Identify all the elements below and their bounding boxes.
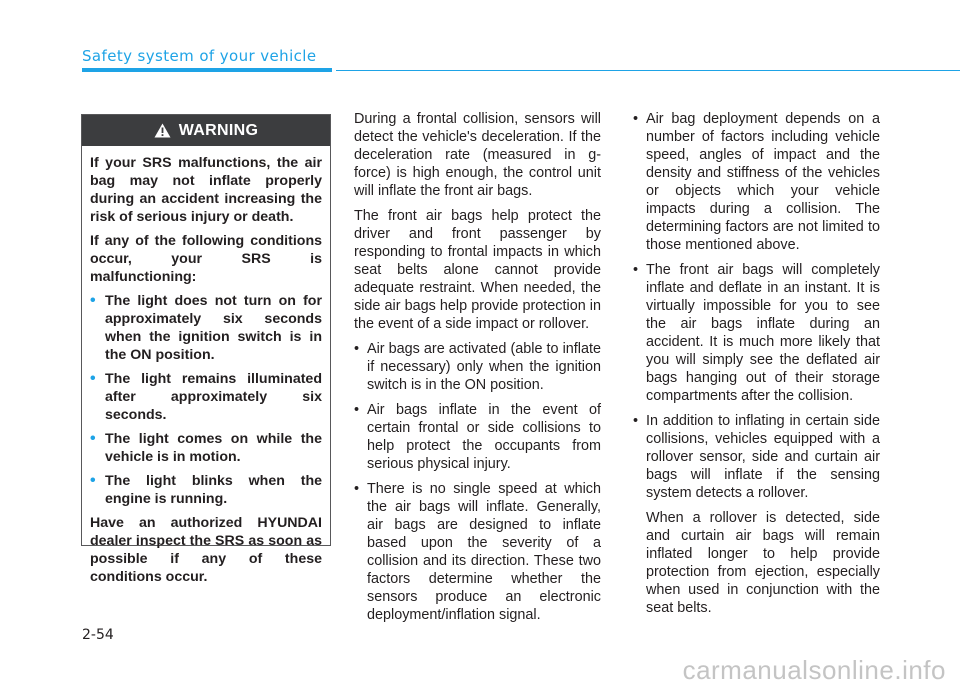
warning-title: WARNING [178,121,259,139]
bullet-dot: • [354,341,360,357]
warning-header [82,115,330,146]
bullet-dot: • [90,292,96,309]
bullet-dot: • [354,481,360,497]
list-item: • The front air bags will completely inflate and deflate in an instant. It is virtually impossible for you to see the air bags inflate during an accident. It is much more likely that you will simply see the deflated air bags hanging out of their storage compartments after the collision. [633,262,880,404]
warning-condition-list [90,292,322,508]
bullet-dot: • [354,402,360,418]
section-title: Safety system of your vehicle [82,47,317,65]
warning-closing: Have an authorized HYUNDAI dealer inspect the SRS as soon as possible if any of these conditions occur. [90,515,322,585]
watermark: carmanualsonline.info [682,655,946,685]
paragraph: During a frontal collision, sensors will detect the vehicle's deceleration. If the deceleration rate (measured in g-force) is high enough, the control unit will inflate the front air bags. [354,111,601,199]
list-item: • In addition to inflating in certain side collisions, vehicles equipped with a rollover sensor, side and curtain air bags will inflate if the sensing system detects a rollover. When a rollover is detected, side and curtain air bags will remain inflated longer to help provide protection from ejection, especially when used in conjunction with the seat belts. [633,413,880,616]
continuation-paragraph: When a rollover is detected, side and curtain air bags will remain inflated longer to help provide protection from ejection, especially when used in conjunction with the seat belts. [646,510,880,616]
paragraph: The front air bags help protect the driver and front passenger by responding to frontal impacts in which seat belts alone cannot provide adequate restraint. When needed, the side air bags help provide protection in the event of a side impact or rollover. [354,208,601,332]
warning-box [81,114,331,585]
list-item: • Air bag deployment depends on a number of factors including vehicle speed, angles of impact and the density and stiffness of the vehicles or objects which your vehicle impacts during a collision. The determining factors are not limited to those mentioned above. [633,111,880,253]
middle-bullet-list [354,340,601,624]
bullet-dot: • [633,262,639,278]
list-item: • Air bags are activated (able to inflate if necessary) only when the ignition switch is in the ON position. [354,341,601,393]
warning-intro: If your SRS malfunctions, the air bag may not inflate properly during an accident increasing the risk of serious injury or death. [90,155,322,225]
bullet-dot: • [633,413,639,429]
warning-conditions-intro: If any of the following conditions occur, your SRS is malfunctioning: [90,233,322,285]
page-number: 2-54 [82,627,114,643]
warning-condition-item: • The light does not turn on for approximately six seconds when the ignition switch is in the ON position. [90,292,322,363]
warning-condition-item: • The light comes on while the vehicle is in motion. [90,430,322,465]
header-rule-thick [82,68,332,72]
warning-condition-item: • The light remains illuminated after approximately six seconds. [90,370,322,423]
bullet-dot: • [90,370,96,387]
list-item: • There is no single speed at which the air bags will inflate. Generally, air bags are designed to inflate based upon the severity of a collision and its direction. These two factors determine whether the sensors produce an electronic deployment/inflation signal. [354,481,601,623]
list-item: • Air bags inflate in the event of certain frontal or side collisions to help protect the occupants from serious physical injury. [354,402,601,472]
right-column [633,110,880,624]
right-bullet-list [633,110,880,617]
middle-column [354,110,601,631]
header-rule-thin [336,70,960,71]
bullet-dot: • [90,430,96,447]
warning-triangle-icon [154,123,171,138]
bullet-dot: • [90,472,96,489]
bullet-dot: • [633,111,639,127]
warning-body [82,146,330,586]
warning-condition-item: • The light blinks when the engine is running. [90,472,322,507]
